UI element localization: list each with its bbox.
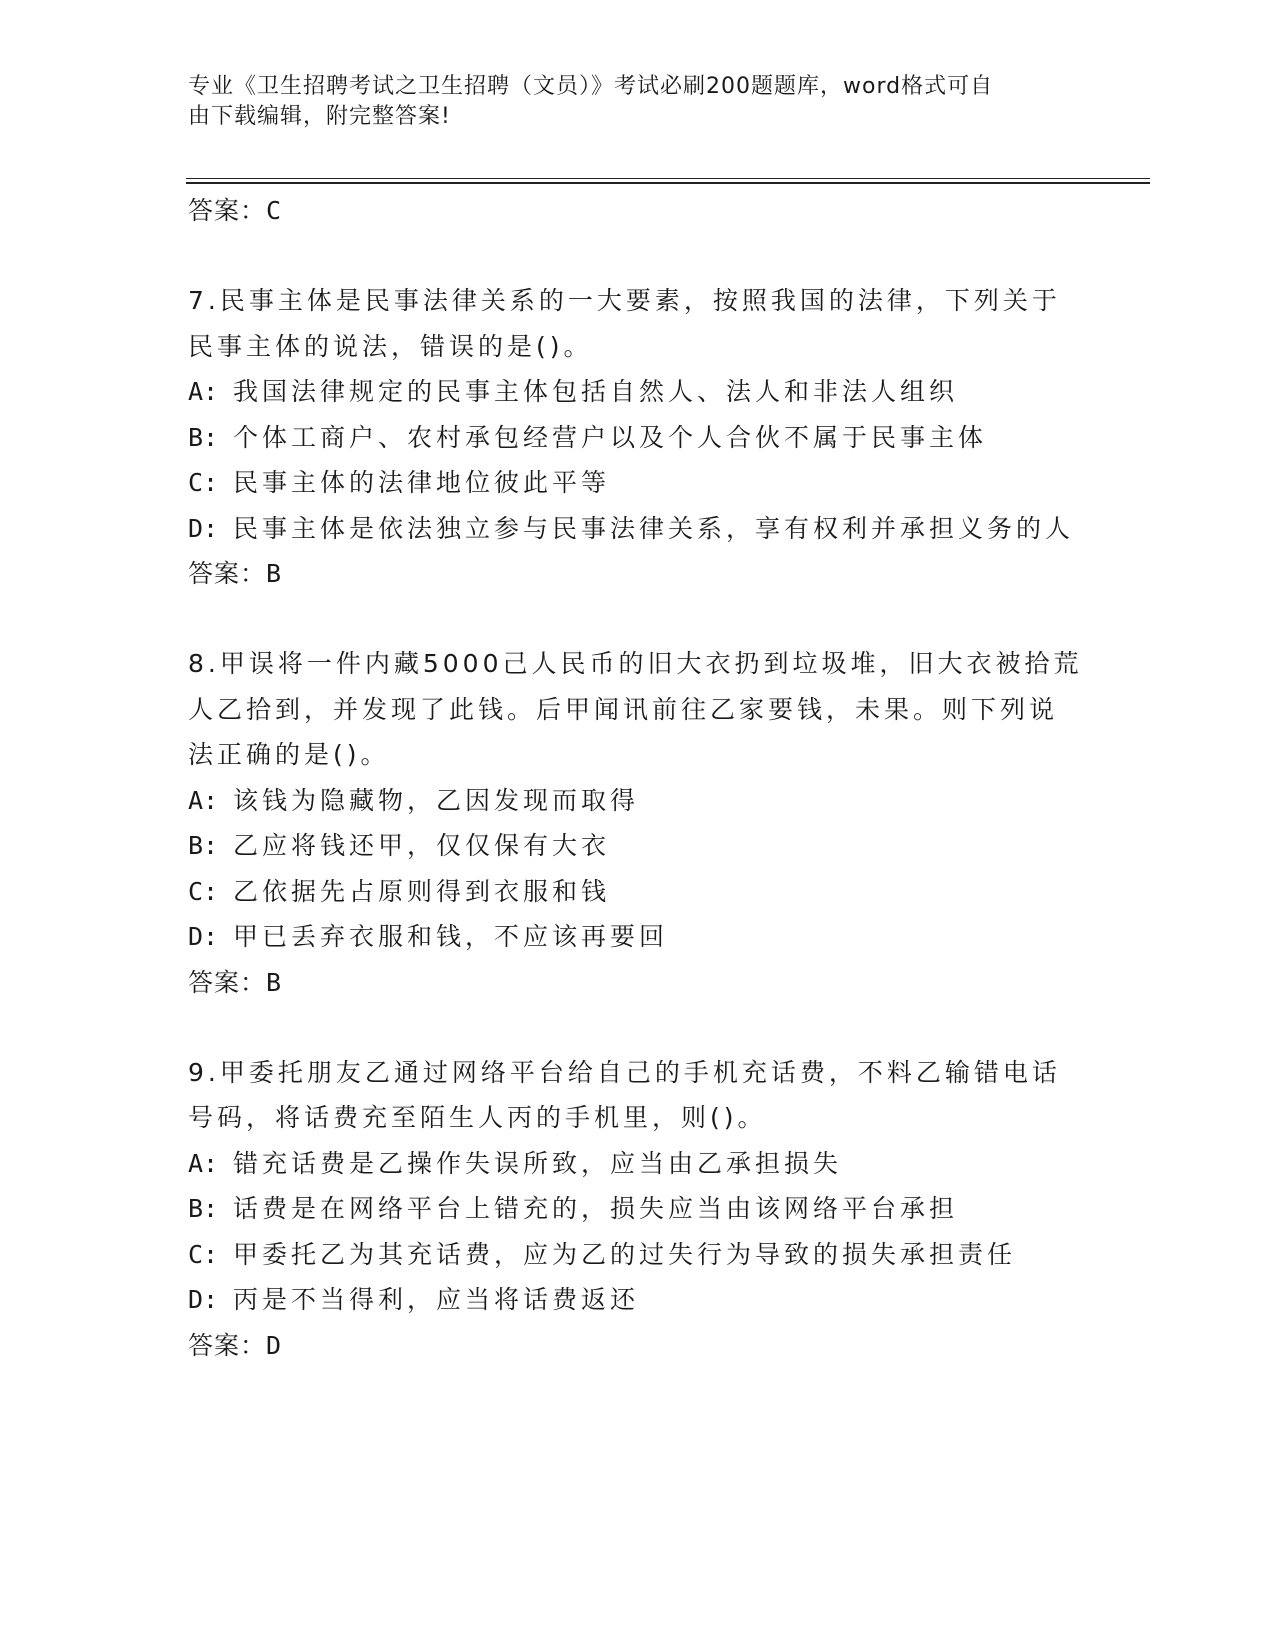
- question-8: [188, 641, 1088, 1005]
- question-stem: 法正确的是()。: [188, 740, 390, 769]
- option-key: A:: [188, 377, 219, 406]
- question-9: [188, 1050, 1088, 1368]
- option-key: B:: [188, 1194, 219, 1223]
- header-line-1: 专业《卫生招聘考试之卫生招聘（文员）》考试必刷200题题库，word格式可自: [188, 74, 994, 99]
- answer-value: D: [266, 1330, 283, 1360]
- option-c: [188, 1232, 1088, 1278]
- answer-label: 答案：: [188, 1330, 267, 1360]
- option-key: D:: [188, 1285, 219, 1314]
- answer-line: [188, 960, 1088, 1005]
- header-line-2: 由下载编辑，附完整答案!: [188, 104, 451, 129]
- option-key: B:: [188, 831, 219, 860]
- option-text: 乙依据先占原则得到衣服和钱: [233, 876, 611, 906]
- option-text: 丙是不当得利，应当将话费返还: [233, 1285, 640, 1314]
- option-text: 该钱为隐藏物，乙因发现而取得: [233, 785, 640, 815]
- answer-value: C: [266, 196, 283, 225]
- answer-line: [188, 1323, 1088, 1368]
- question-7: [188, 278, 1088, 596]
- option-text: 甲委托乙为其充话费，应为乙的过失行为导致的损失承担责任: [233, 1239, 1017, 1269]
- answer-value: B: [266, 559, 283, 588]
- answer-label: 答案：: [188, 967, 267, 997]
- option-key: D:: [188, 513, 219, 543]
- option-c: [188, 460, 1088, 506]
- option-text: 我国法律规定的民事主体包括自然人、法人和非法人组织: [233, 377, 959, 406]
- option-key: A:: [188, 1148, 219, 1178]
- document-header: [188, 72, 1068, 132]
- question-stem: 人乙拾到，并发现了此钱。后甲闻讯前往乙家要钱，未果。则下列说: [188, 694, 1059, 724]
- question-stem: 号码，将话费充至陌生人丙的手机里，则()。: [188, 1103, 767, 1132]
- option-d: [188, 914, 1088, 960]
- option-key: D:: [188, 922, 219, 951]
- option-a: [188, 1141, 1088, 1187]
- header-divider-thin: [186, 178, 1150, 179]
- option-text: 民事主体是依法独立参与民事法律关系，享有权利并承担义务的人: [233, 513, 1075, 543]
- option-a: [188, 369, 1088, 415]
- question-stem: 9.甲委托朋友乙通过网络平台给自己的手机充话费，不料乙输错电话: [188, 1057, 1061, 1087]
- option-text: 甲已丢弃衣服和钱，不应该再要回: [233, 922, 669, 951]
- question-stem: 8.甲误将一件内藏5000己人民币的旧大衣扔到垃圾堆，旧大衣被拾荒: [188, 649, 1083, 678]
- option-d: [188, 506, 1088, 552]
- option-key: B:: [188, 422, 219, 452]
- option-b: [188, 1186, 1088, 1232]
- option-text: 个体工商户、农村承包经营户以及个人合伙不属于民事主体: [233, 422, 988, 452]
- option-key: C:: [188, 876, 219, 906]
- option-key: A:: [188, 785, 219, 815]
- option-a: [188, 778, 1088, 824]
- question-stem: 民事主体的说法，错误的是()。: [188, 331, 593, 361]
- answer-line: [188, 188, 1088, 233]
- option-text: 乙应将钱还甲，仅仅保有大衣: [233, 831, 611, 860]
- answer-line: [188, 551, 1088, 596]
- answer-value: B: [266, 967, 283, 997]
- question-stem: 7.民事主体是民事法律关系的一大要素，按照我国的法律，下列关于: [188, 286, 1061, 315]
- option-d: [188, 1277, 1088, 1323]
- option-b: [188, 823, 1088, 869]
- header-divider-thick: [186, 182, 1150, 184]
- option-text: 错充话费是乙操作失误所致，应当由乙承担损失: [233, 1148, 843, 1178]
- option-key: C:: [188, 1239, 219, 1269]
- answer-label: 答案：: [188, 559, 267, 588]
- option-key: C:: [188, 468, 219, 497]
- option-c: [188, 869, 1088, 915]
- answer-label: 答案：: [188, 196, 267, 225]
- question-list: [188, 188, 1088, 1368]
- option-b: [188, 415, 1088, 461]
- option-text: 民事主体的法律地位彼此平等: [233, 468, 611, 497]
- option-text: 话费是在网络平台上错充的，损失应当由该网络平台承担: [233, 1194, 959, 1223]
